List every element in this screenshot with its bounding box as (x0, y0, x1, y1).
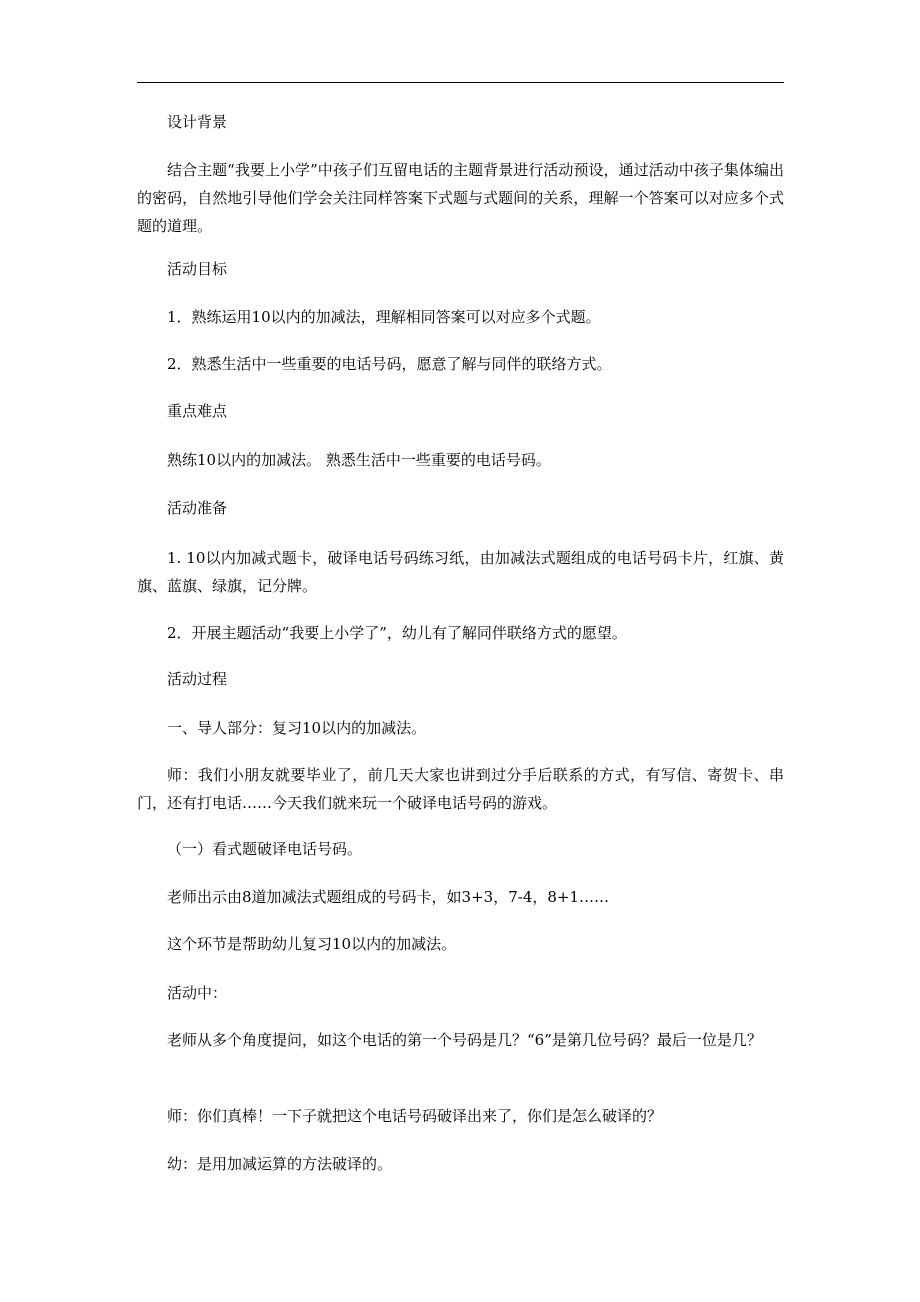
goal-item-2: 2．熟悉生活中一些重要的电话号码，愿意了解与同伴的联络方式。 (167, 355, 612, 373)
heading-preparation: 活动准备 (167, 499, 228, 517)
child-answer: 幼：是用加减运算的方法破译的。 (167, 1155, 393, 1173)
process-subsection-1: （一）看式题破译电话号码。 (167, 840, 363, 858)
paragraph-key-points: 熟练10以内的加减法。 熟悉生活中一些重要的电话号码。 (167, 451, 551, 469)
paragraph-teacher-questions: 老师从多个角度提问，如这个电话的第一个号码是几？“6”是第几位号码？最后一位是几？ (167, 1031, 762, 1049)
paragraph-design-background: 结合主题“我要上小学”中孩子们互留电话的主题背景进行活动预设，通过活动中孩子集体编出的密码，自然地引导他们学会关注同样答案下式题与式题间的关系，理解一个答案可以对应多个式题的道理。 (137, 161, 784, 235)
teacher-praise: 师：你们真棒！一下子就把这个电话号码破译出来了，你们是怎么破译的？ (167, 1107, 663, 1125)
heading-design-background: 设计背景 (167, 113, 228, 131)
process-part-1: 一、导人部分：复习10以内的加减法。 (167, 719, 427, 737)
paragraph-number-card: 老师出示由8道加减法式题组成的号码卡，如3+3，7-4，8+1…… (167, 888, 610, 906)
paragraph-during-activity: 活动中： (167, 984, 228, 1002)
preparation-item-1: 1. 10以内加减式题卡，破译电话号码练习纸，由加减法式题组成的电话号码卡片，红旗、黄旗、蓝旗、绿旗，记分牌。 (137, 549, 784, 595)
heading-process: 活动过程 (167, 670, 228, 688)
preparation-item-2: 2．开展主题活动“我要上小学了”，幼儿有了解同伴联络方式的愿望。 (167, 624, 627, 642)
goal-item-1: 1．熟练运用10以内的加减法，理解相同答案可以对应多个式题。 (167, 308, 601, 326)
heading-key-points: 重点难点 (167, 402, 228, 420)
header-rule (137, 82, 784, 83)
paragraph-review: 这个环节是帮助幼儿复习10以内的加减法。 (167, 935, 457, 953)
heading-activity-goals: 活动目标 (167, 260, 228, 278)
teacher-intro: 师：我们小朋友就要毕业了，前几天大家也讲到过分手后联系的方式，有写信、寄贺卡、串门，还有打电话……今天我们就来玩一个破译电话号码的游戏。 (137, 766, 784, 812)
